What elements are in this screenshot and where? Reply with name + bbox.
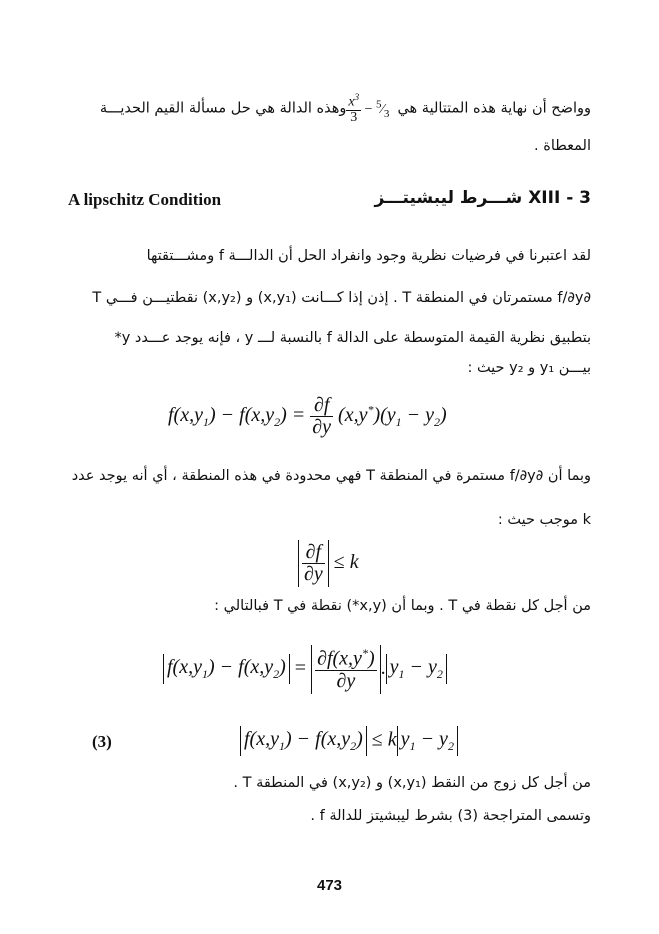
equation-lipschitz: $f(x,y_1) - f(x,y_2) \le k$ $y_1 - y_2$ [240, 726, 458, 756]
intro-expression: $\frac{x^3}{3}$ − $^5⁄_3$ [348, 92, 390, 126]
equation-absolute: $f(x,y_1) - f(x,y_2)$ = $\frac{\partial f(x,y^*)}{\partial y}$ . $y_1 - y_2$ [163, 645, 447, 694]
intro-line-1: وواضح أن نهاية هذه المتتالية هي $\frac{x^3}{3}$ − $^5⁄_3$ وهذه الدالة هي حل مسألة القيم الحديـــة [99, 92, 591, 126]
section-heading-arabic: XIII - 3 شـــرط ليبشيتـــز [374, 188, 591, 208]
para2-line-1: وبما أن ∂f/∂y مستمرة في المنطقة T فهي محدودة في هذه المنطقة ، أي أنه يوجد عدد [71, 468, 591, 484]
intro-line-2: المعطاة . [534, 138, 591, 154]
para1-line-2: ∂f/∂y مستمرتان في المنطقة T . إذن إذا كـــانت (x,y₁) و (x,y₂) نقطتيـــن فـــي T [92, 290, 591, 306]
para2-line-2: k موجب حيث : [497, 512, 591, 528]
para1-line-1: لقد اعتبرنا في فرضيات نظرية وجود وانفراد الحل أن الدالـــة f ومشـــتقتها [146, 248, 591, 264]
equation-mean-value: $f(x,y_1) - f(x,y_2)$ = $\frac{\partial f}{\partial y}$ $(x,y^*)(y_1 - y_2)$ [168, 394, 447, 438]
equation-bound: $\frac{\partial f}{\partial y}$ ≤ k [298, 540, 359, 587]
equation-label: (3) [92, 732, 112, 751]
partial-derivative-fraction: $\frac{\partial f}{\partial y}$ [312, 394, 332, 438]
para3-line-1: من أجل كل نقطة في T . وبما أن (x,y*) نقطة في T فبالتالي : [214, 598, 591, 614]
para4-line-2: وتسمى المتراجحة (3) بشرط ليبشيتز للدالة f . [310, 808, 591, 824]
para1-line-4: بيـــن y₁ و y₂ حيث : [467, 360, 591, 376]
page-number: 473 [316, 877, 343, 894]
para4-line-1: من أجل كل زوج من النقط (x,y₁) و (x,y₂) في المنطقة T . [233, 775, 591, 791]
para1-line-3: بتطبيق نظرية القيمة المتوسطة على الدالة f بالنسبة لـــ y ، فإنه يوجد عـــدد y* [114, 330, 591, 346]
section-heading-english: A lipschitz Condition [68, 190, 222, 209]
